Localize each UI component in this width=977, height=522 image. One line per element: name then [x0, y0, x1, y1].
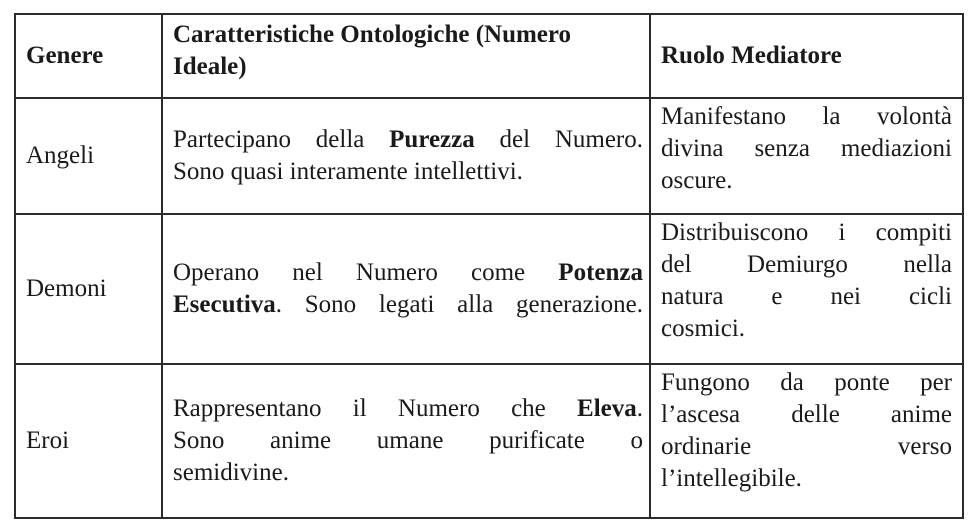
desc-line: Sono quasi interamente intellettivi. [173, 158, 523, 185]
caratteristiche-cell [162, 214, 650, 364]
header-ruolo: Ruolo Mediatore [650, 14, 963, 98]
ruolo-line: cosmici. [661, 315, 746, 342]
desc-line: Sono anime umane purificate o [173, 427, 643, 454]
ontology-table [14, 13, 964, 519]
emphasis: Esecutiva [173, 291, 276, 318]
ruolo-line: Distribuiscono i compiti [661, 219, 952, 246]
ruolo-cell [650, 214, 963, 364]
ruolo-line: Manifestano la volontà [661, 103, 952, 130]
genere-cell: Eroi [15, 364, 162, 518]
caratteristiche-cell [162, 98, 650, 214]
caratteristiche-cell [162, 364, 650, 518]
ruolo-line: divina senza mediazioni [661, 135, 952, 162]
ruolo-line: ordinarie verso [661, 433, 952, 460]
emphasis: Potenza [558, 259, 643, 286]
desc-line: Rappresentano il Numero che Eleva. [173, 395, 643, 422]
desc-line: Partecipano della Purezza del Numero. [173, 126, 644, 153]
ruolo-line: del Demiurgo nella [661, 251, 952, 278]
header-genere: Genere [15, 14, 162, 98]
emphasis: Eleva [577, 395, 637, 422]
table-row-eroi [15, 364, 963, 518]
table-row-angeli [15, 98, 963, 214]
ruolo-line: l’intellegibile. [661, 465, 802, 492]
ruolo-line: oscure. [661, 167, 733, 194]
table-row-demoni [15, 214, 963, 364]
header-caratteristiche: Caratteristiche Ontologiche (Numero Ideale) [162, 14, 650, 98]
emphasis: Purezza [389, 126, 475, 153]
ruolo-cell [650, 98, 963, 214]
ruolo-line: Fungono da ponte per [661, 369, 952, 396]
ruolo-line: natura e nei cicli [661, 283, 952, 310]
genere-cell: Angeli [15, 98, 162, 214]
ruolo-cell [650, 364, 963, 518]
ruolo-line: l’ascesa delle anime [661, 401, 952, 428]
desc-line: Operano nel Numero come Potenza [173, 259, 643, 286]
desc-line: Esecutiva. Sono legati alla generazione. [173, 291, 643, 318]
desc-line: semidivine. [173, 459, 289, 486]
table-header-row [15, 14, 963, 98]
genere-cell: Demoni [15, 214, 162, 364]
